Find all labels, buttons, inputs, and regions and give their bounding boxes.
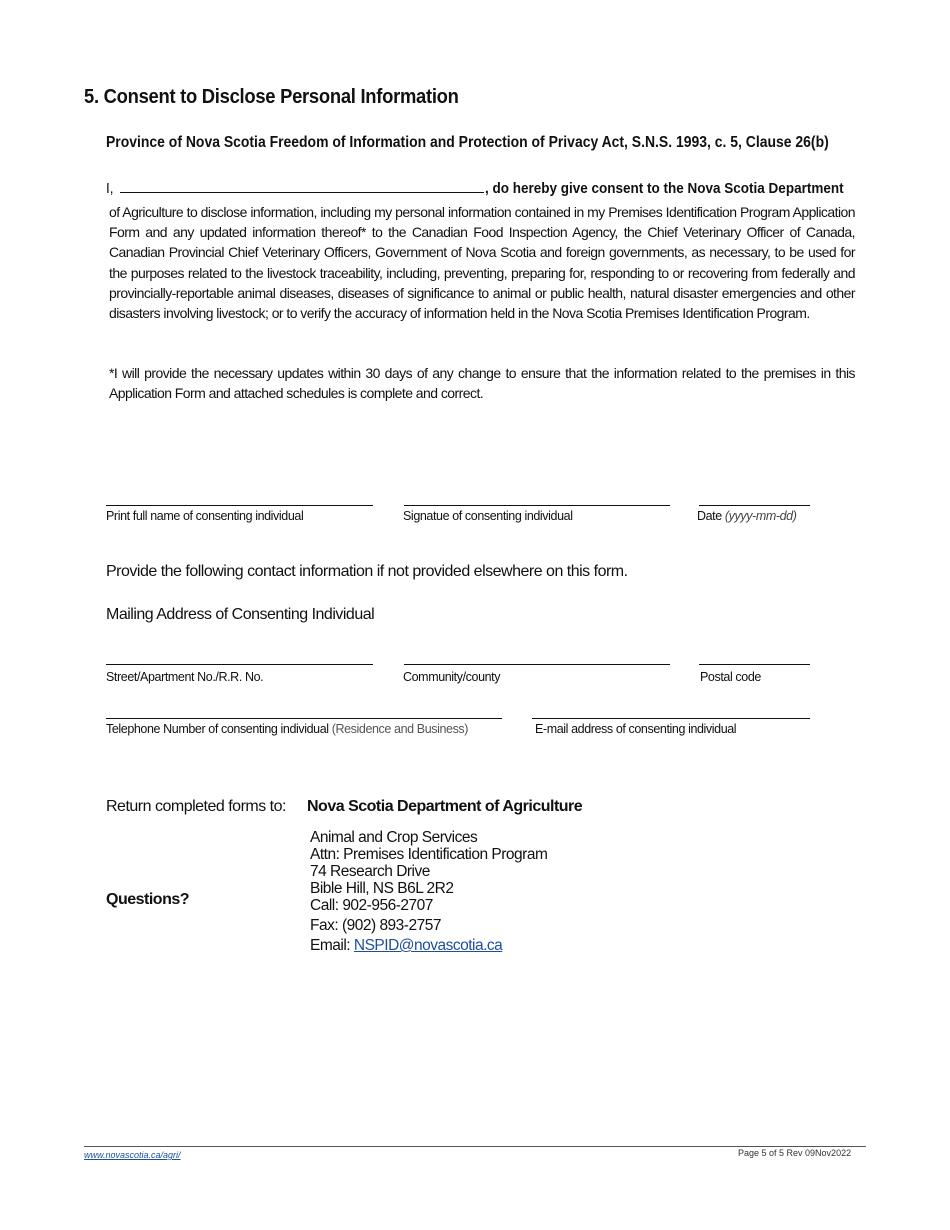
address-line: Attn: Premises Identification Program (310, 846, 548, 863)
address-line: Bible Hill, NS B6L 2R2 (310, 880, 454, 897)
email-label: E-mail address of consenting individual (535, 722, 737, 736)
consent-suffix: , do hereby give consent to the Nova Scotia Department (484, 180, 844, 197)
consent-note: *I will provide the necessary updates within 30 days of any change to ensure that the information related to the premises in this Application Form and attached schedules is complete and correct. (109, 365, 855, 402)
email-line[interactable] (532, 718, 810, 719)
name-signature-line[interactable] (106, 505, 373, 506)
signature-line[interactable] (404, 505, 670, 506)
department-name: Nova Scotia Department of Agriculture (307, 798, 583, 815)
date-label (697, 509, 796, 523)
phone-label (106, 722, 468, 736)
email-prefix: Email: (310, 937, 351, 954)
signature-label: Signatue of consenting individual (403, 509, 573, 523)
address-line: Animal and Crop Services (310, 829, 478, 846)
contact-intro: Provide the following contact information if not provided elsewhere on this form. (106, 563, 628, 580)
mailing-address-block (310, 829, 547, 914)
phone-line[interactable] (106, 718, 502, 719)
postal-label: Postal code (700, 670, 761, 684)
date-label-text: Date (697, 509, 722, 523)
street-label: Street/Apartment No./R.R. No. (106, 670, 264, 684)
postal-line[interactable] (699, 664, 810, 665)
section-title: 5. Consent to Disclose Personal Information (84, 86, 459, 108)
consent-prefix: I, (106, 180, 114, 197)
phone-label-text: Telephone Number of consenting individual (106, 722, 329, 736)
phone-label-hint: (Residence and Business) (331, 722, 469, 736)
fax-number: Fax: (902) 893-2757 (310, 917, 441, 934)
footer-page-number: Page 5 of 5 Rev 09Nov2022 (738, 1148, 852, 1158)
footer-website-link[interactable]: www.novascotia.ca/agri/ (84, 1150, 181, 1160)
consenter-name-blank[interactable] (120, 178, 484, 193)
address-line: 74 Research Drive (310, 863, 430, 880)
act-reference: Province of Nova Scotia Freedom of Information and Protection of Privacy Act, S.N.S. 1993, c. 5, Clause 26(b) (106, 134, 829, 151)
email-contact (310, 937, 502, 955)
footer-divider (84, 1146, 866, 1147)
email-link[interactable]: NSPID@novascotia.ca (353, 937, 503, 954)
consent-statement (106, 178, 866, 197)
return-label: Return completed forms to: (106, 798, 286, 815)
street-line[interactable] (106, 664, 373, 665)
questions-heading: Questions? (106, 891, 190, 908)
phone-number: Call: 902-956-2707 (310, 897, 433, 914)
date-line[interactable] (699, 505, 810, 506)
community-line[interactable] (404, 664, 670, 665)
name-label: Print full name of consenting individual (106, 509, 304, 523)
date-format-hint: (yyyy-mm-dd) (724, 509, 797, 523)
community-label: Community/county (403, 670, 501, 684)
mailing-address-heading: Mailing Address of Consenting Individual (106, 606, 375, 623)
consent-body: of Agriculture to disclose information, including my personal information contained in my Premises Identification Program Application Form and any updated information thereof* to the Canadian Food Inspection Agency, the Chief Veterinary Officer of Canada, Canadian Provincial Chief Veterinary Officers, Government of Nova Scotia and foreign governments, as necessary, to be used for the purposes related to the livestock traceability, including, preventing, preparing for, responding to or recovering from federally and provincially-reportable animal diseases, diseases of significance to animal or public health, natural disaster emergencies and other disasters involving livestock; or to verify the accuracy of information held in the Nova Scotia Premises Identification Program. (109, 204, 855, 322)
